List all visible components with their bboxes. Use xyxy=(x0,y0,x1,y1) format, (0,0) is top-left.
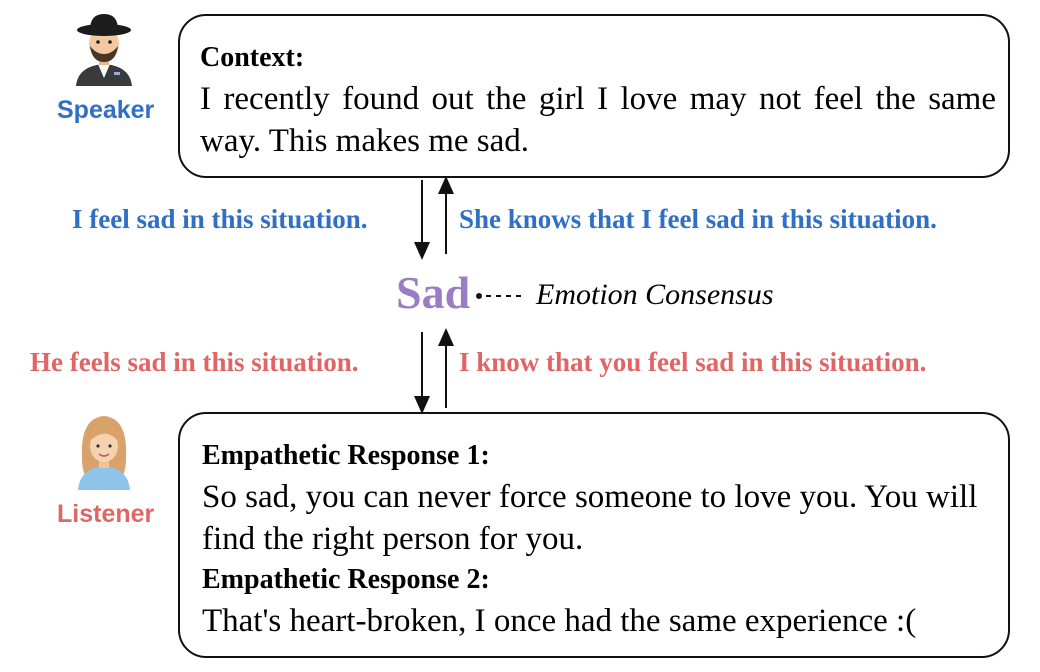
response-2-heading: Empathetic Response 2: xyxy=(202,564,490,595)
listener-up-label: I know that you feel sad in this situation. xyxy=(459,347,927,377)
emotion-label: Sad xyxy=(396,267,471,318)
response-2-text: That's heart-broken, I once had the same experience :( xyxy=(202,603,917,639)
speaker-label: Speaker xyxy=(57,96,155,124)
response-1-heading: Empathetic Response 1: xyxy=(202,440,490,471)
response-1-text: So sad, you can never force someone to love you. You will find the right person for you. xyxy=(202,479,978,557)
context-text: I recently found out the girl I love may not feel the same way. This makes me sad. xyxy=(200,81,996,159)
consensus-dot xyxy=(476,293,482,299)
listener-down-label: He feels sad in this situation. xyxy=(30,347,359,377)
listener-label: Listener xyxy=(57,500,155,528)
speaker-down-label: I feel sad in this situation. xyxy=(72,204,368,234)
context-heading: Context: xyxy=(200,42,305,73)
speaker-up-label: She knows that I feel sad in this situation. xyxy=(459,204,937,234)
emotion-consensus-label: Emotion Consensus xyxy=(536,278,774,311)
response-box xyxy=(178,412,1010,658)
